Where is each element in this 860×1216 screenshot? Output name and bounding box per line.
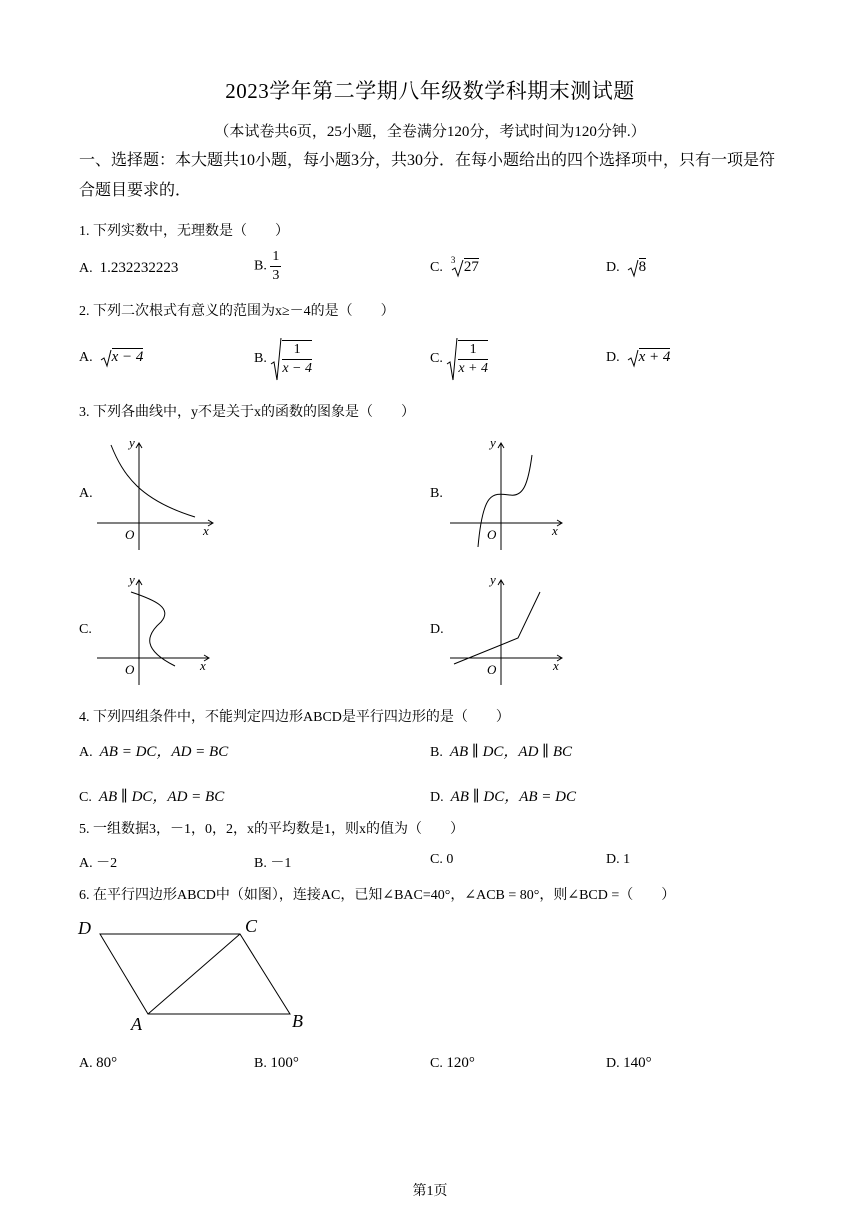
q3-graph-c <box>95 570 220 690</box>
question-1-stem: 1. 下列实数中，无理数是（ ） <box>79 224 289 239</box>
svg-text:x: x <box>552 523 558 538</box>
svg-text:x: x <box>203 523 209 538</box>
q5-option-d: D. 1 <box>606 852 631 867</box>
q5-option-b: B. －1 <box>254 856 292 871</box>
q1-option-b: B. $\frac{1}{3}$ <box>254 249 280 283</box>
q1-option-d: D. 8 <box>606 258 646 278</box>
q5-option-c: C. 0 <box>430 852 454 867</box>
section-heading: 一、选择题：本大题共10小题，每小题3分，共30分．在每小题给出的四个选择项中，只有一项是符合题目要求的． <box>79 152 776 199</box>
q2-option-b: B. $\frac{1}{x - 4}$ <box>254 336 312 382</box>
q3-option-c-label: C. <box>79 622 92 637</box>
q3-option-a-label: A. <box>79 486 93 501</box>
q4-option-d: D. AB ∥ DC，AB = DC <box>430 789 577 805</box>
q6-option-c: C. 120° <box>430 1055 475 1071</box>
svg-text:x: x <box>553 658 559 673</box>
q2-option-d: D. x + 4 <box>606 348 670 368</box>
q3-graph-a <box>95 435 220 555</box>
svg-text:A: A <box>131 1014 142 1034</box>
parallelogram-figure <box>70 910 330 1040</box>
svg-text:C: C <box>245 916 258 936</box>
radical-sign-icon <box>100 348 112 368</box>
q1-option-a: A. 1.232232223 <box>79 260 179 276</box>
q1-option-c: C. 3 27 <box>430 258 479 278</box>
svg-text:y: y <box>129 572 135 587</box>
svg-text:O: O <box>487 662 497 677</box>
svg-text:O: O <box>125 527 135 542</box>
question-5-stem: 5. 一组数据3，－1，0，2，x的平均数是1，则x的值为（ ） <box>79 822 464 837</box>
q4-option-a: A. AB = DC，AD = BC <box>79 744 229 760</box>
svg-text:y: y <box>490 572 496 587</box>
exam-info: （本试卷共6页，25小题，全卷满分120分，考试时间为120分钟.） <box>214 124 646 140</box>
question-4-stem: 4. 下列四组条件中，不能判定四边形ABCD是平行四边形的是（ ） <box>79 710 510 725</box>
q6-option-b: B. 100° <box>254 1055 299 1071</box>
q5-option-a: A. －2 <box>79 856 118 871</box>
cube-root: 3 27 <box>450 258 479 278</box>
question-2-stem: 2. 下列二次根式有意义的范围为x≥－4的是（ ） <box>79 304 395 319</box>
radical-sign-icon <box>627 258 639 278</box>
question-3-stem: 3. 下列各曲线中，y不是关于x的函数的图象是（ ） <box>79 405 415 420</box>
q2-option-a: A. x − 4 <box>79 348 143 368</box>
q3-graph-b <box>448 435 573 555</box>
svg-text:O: O <box>487 527 497 542</box>
q3-graph-d <box>448 570 573 690</box>
svg-text:D: D <box>78 918 91 938</box>
radical-sign-icon <box>270 336 282 382</box>
svg-text:x: x <box>200 658 206 673</box>
page-number: 第1页 <box>412 1184 448 1199</box>
q6-option-d: D. 140° <box>606 1055 652 1071</box>
q6-option-a: A. 80° <box>79 1055 118 1071</box>
page-title: 2023学年第二学期八年级数学科期末测试题 <box>225 79 635 103</box>
fraction: $\frac{1}{3}$ <box>272 249 280 283</box>
svg-text:O: O <box>125 662 135 677</box>
radical-sign-icon <box>446 336 458 382</box>
q4-option-c: C. AB ∥ DC，AD = BC <box>79 789 225 805</box>
svg-text:y: y <box>490 435 496 450</box>
radical-sign-icon <box>627 348 639 368</box>
svg-text:y: y <box>129 435 135 450</box>
question-6-stem: 6. 在平行四边形ABCD中（如图），连接AC，已知∠BAC=40°，∠ACB = 80°，则∠BCD =（ ） <box>79 888 676 903</box>
q4-option-b: B. AB ∥ DC，AD ∥ BC <box>430 744 573 760</box>
q3-option-d-label: D. <box>430 622 444 637</box>
svg-text:B: B <box>292 1011 303 1031</box>
q2-option-c: C. $\frac{1}{x + 4}$ <box>430 336 488 382</box>
q3-option-b-label: B. <box>430 486 443 501</box>
